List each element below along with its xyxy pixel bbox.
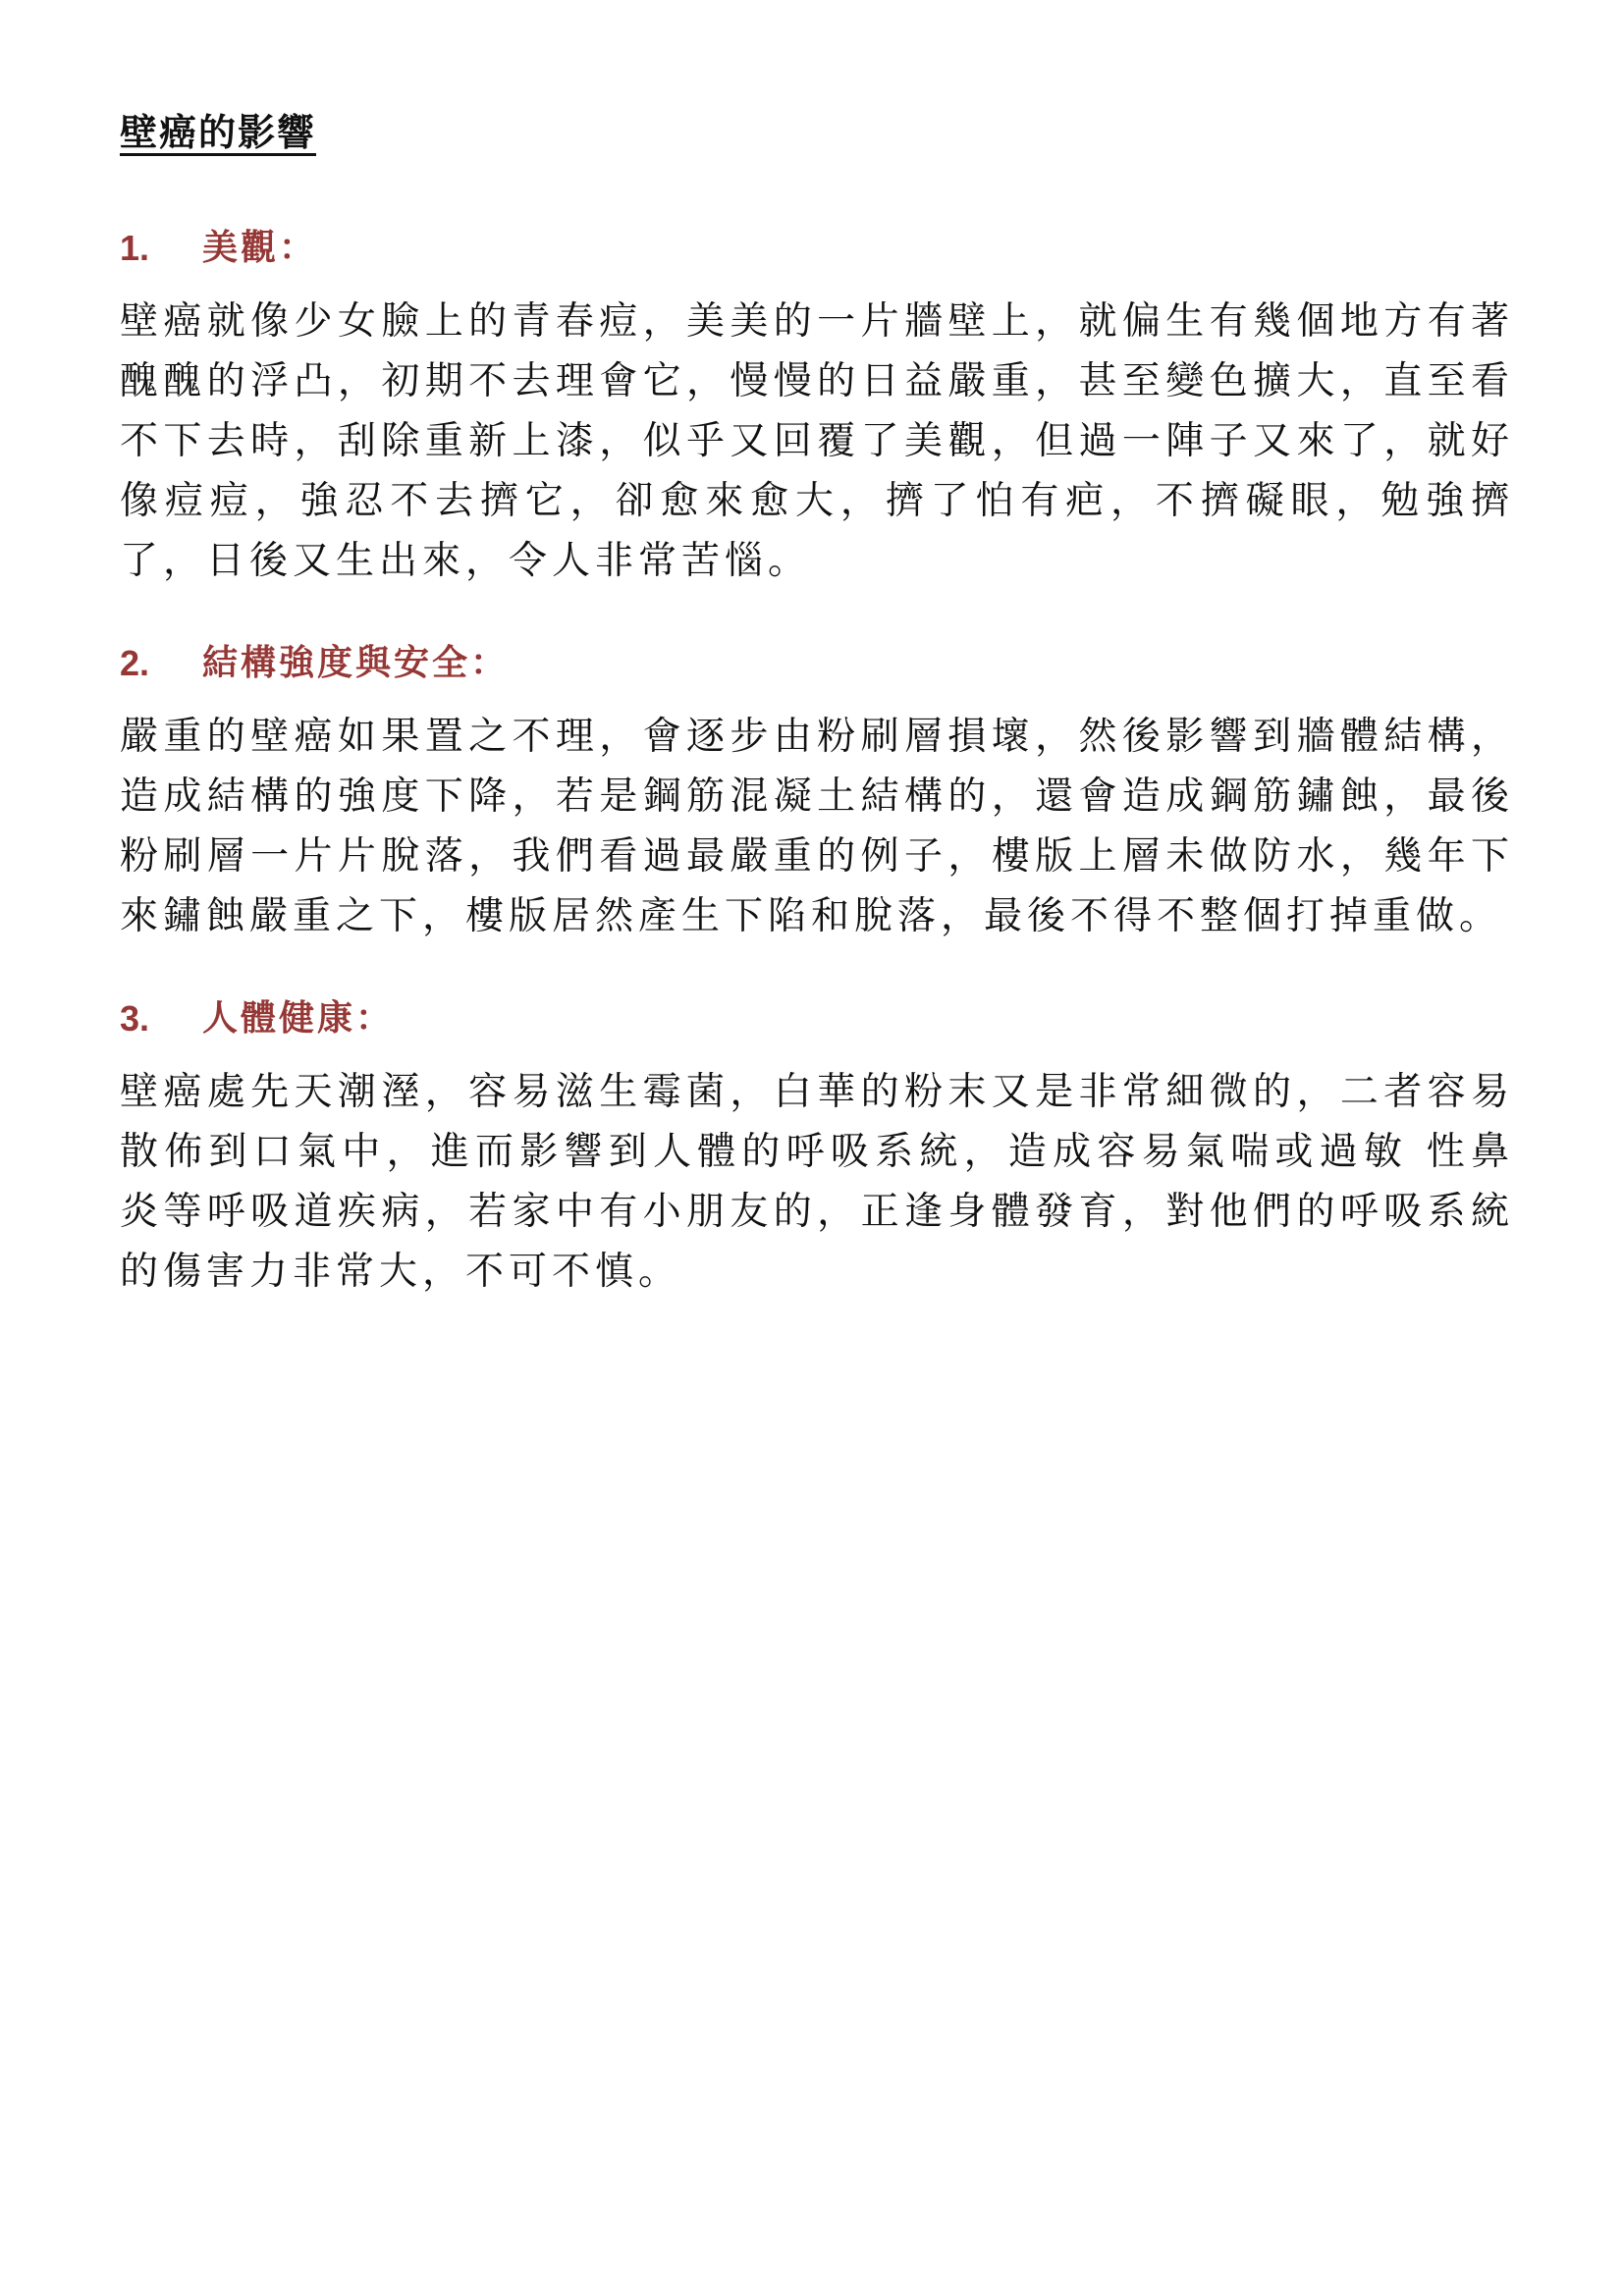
- section-heading: [120, 989, 1514, 1048]
- document-page: [120, 103, 1514, 1302]
- section-structure-safety: [120, 634, 1514, 946]
- section-heading-text: 美觀：: [202, 228, 318, 268]
- section-heading: [120, 634, 1514, 693]
- section-number: 1.: [120, 228, 150, 268]
- section-aesthetics: [120, 219, 1514, 591]
- section-heading-text: 結構強度與安全：: [202, 643, 510, 683]
- section-body: 壁癌就像少女臉上的青春痘，美美的一片牆壁上，就偏生有幾個地方有著醜醜的浮凸，初期不去理會它，慢慢的日益嚴重，甚至變色擴大，直至看不下去時，刮除重新上漆，似乎又回覆了美觀，但過一陣子又來了，就好像痘痘，強忍不去擠它，卻愈來愈大，擠了怕有疤，不擠礙眼，勉強擠了，日後又生出來，令人非常苦惱。: [120, 299, 1514, 583]
- document-title: 壁癌的影響: [120, 111, 317, 154]
- section-heading: [120, 219, 1514, 278]
- section-heading-text: 人體健康：: [202, 998, 395, 1039]
- section-number: 2.: [120, 643, 150, 683]
- section-health: [120, 989, 1514, 1302]
- section-number: 3.: [120, 998, 150, 1039]
- section-body: 壁癌處先天潮溼，容易滋生霉菌，白華的粉末又是非常細微的，二者容易散佈到口氣中，進而影響到人體的呼吸系統，造成容易氣喘或過敏 性鼻炎等呼吸道疾病，若家中有小朋友的，正逢身體發育，對他們的呼吸系統的傷害力非常大，不可不慎。: [120, 1070, 1514, 1294]
- section-body: 嚴重的壁癌如果置之不理，會逐步由粉刷層損壞，然後影響到牆體結構，造成結構的強度下降，若是鋼筋混凝土結構的，還會造成鋼筋鏽蝕，最後粉刷層一片片脫落，我們看過最嚴重的例子，樓版上層未做防水，幾年下來鏽蝕嚴重之下，樓版居然產生下陷和脫落，最後不得不整個打掉重做。: [120, 715, 1514, 938]
